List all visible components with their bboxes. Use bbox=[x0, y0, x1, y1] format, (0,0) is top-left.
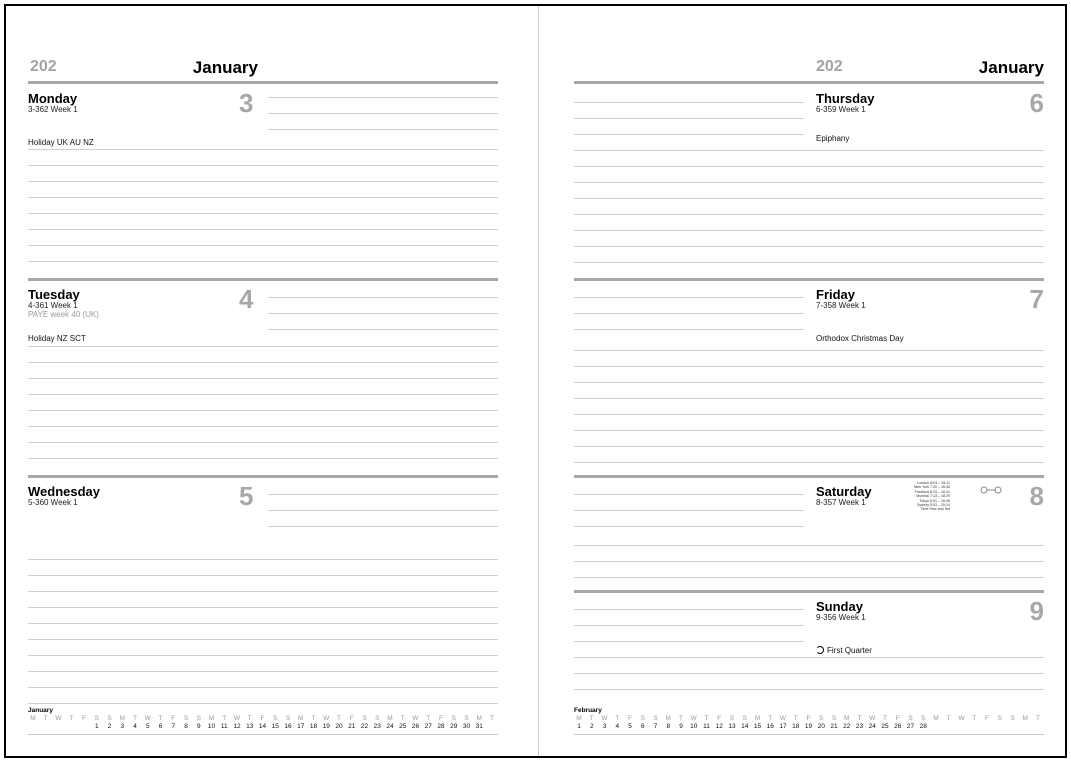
weekday-letter: T bbox=[222, 715, 227, 722]
day-number: 3 bbox=[239, 88, 254, 118]
mini-calendar-rule bbox=[28, 734, 498, 735]
calendar-date[interactable]: 20 bbox=[817, 723, 825, 730]
calendar-date[interactable]: 22 bbox=[360, 723, 369, 730]
calendar-date[interactable]: 21 bbox=[830, 723, 838, 730]
day-name: Sunday bbox=[816, 599, 863, 614]
calendar-date[interactable]: 16 bbox=[284, 723, 292, 730]
weekday-letter: F bbox=[439, 715, 443, 722]
weekday-letter: S bbox=[375, 715, 380, 722]
writing-line[interactable] bbox=[574, 641, 804, 642]
day-name: Monday bbox=[28, 91, 78, 106]
day-number: 5 bbox=[239, 481, 254, 511]
calendar-date[interactable]: 17 bbox=[297, 723, 305, 730]
weekday-letter: S bbox=[107, 715, 112, 722]
weekday-letter: T bbox=[490, 715, 494, 722]
weekday-letter: T bbox=[589, 715, 594, 722]
writing-line[interactable] bbox=[28, 655, 498, 656]
calendar-date[interactable]: 20 bbox=[335, 723, 343, 730]
weekday-letter: S bbox=[729, 715, 735, 722]
day-note: Holiday NZ SCT bbox=[28, 334, 86, 343]
writing-line[interactable] bbox=[268, 297, 498, 298]
writing-line[interactable] bbox=[28, 362, 498, 363]
writing-line[interactable] bbox=[28, 559, 498, 560]
calendar-date[interactable]: 2 bbox=[107, 723, 112, 730]
weekday-letter: W bbox=[958, 715, 965, 722]
writing-line[interactable] bbox=[574, 313, 804, 314]
writing-line[interactable] bbox=[28, 575, 498, 576]
writing-line[interactable] bbox=[28, 229, 498, 230]
page-month: January bbox=[978, 58, 1044, 77]
weekday-letter: S bbox=[997, 715, 1002, 722]
sun-time-row: Mumbai 7:13 – 18:29 bbox=[916, 494, 950, 499]
calendar-date[interactable]: 11 bbox=[220, 723, 228, 730]
calendar-date[interactable]: 17 bbox=[779, 723, 787, 730]
writing-line[interactable] bbox=[28, 591, 498, 592]
writing-line[interactable] bbox=[574, 118, 804, 119]
day-info: 4-361 Week 1 bbox=[28, 301, 78, 310]
calendar-date[interactable]: 19 bbox=[322, 723, 330, 730]
calendar-date[interactable]: 22 bbox=[843, 723, 851, 730]
day-name: Wednesday bbox=[28, 484, 101, 499]
day-divider bbox=[574, 590, 1044, 593]
weekday-letter: T bbox=[946, 715, 951, 722]
calendar-date[interactable]: 15 bbox=[271, 723, 279, 730]
day-info: 5-360 Week 1 bbox=[28, 498, 78, 507]
weekday-letter: F bbox=[349, 715, 354, 722]
calendar-date[interactable]: 6 bbox=[158, 723, 163, 730]
calendar-date[interactable]: 7 bbox=[653, 723, 658, 730]
calendar-date[interactable]: 9 bbox=[679, 723, 683, 730]
mini-calendar-month: February bbox=[574, 707, 602, 714]
day-info: 3-362 Week 1 bbox=[28, 105, 78, 114]
day-extra: PAYE week 40 (UK) bbox=[28, 310, 99, 319]
weekday-letter: T bbox=[43, 715, 48, 722]
weekday-letter: T bbox=[337, 715, 341, 722]
writing-line[interactable] bbox=[28, 346, 498, 347]
writing-line[interactable] bbox=[28, 245, 498, 246]
calendar-date[interactable]: 28 bbox=[437, 723, 445, 730]
calendar-date[interactable]: 3 bbox=[602, 723, 607, 730]
weekday-letter: F bbox=[895, 715, 900, 722]
writing-line[interactable] bbox=[28, 410, 498, 411]
writing-line[interactable] bbox=[28, 149, 498, 150]
weekday-letter: M bbox=[208, 715, 215, 722]
calendar-date[interactable]: 1 bbox=[577, 723, 581, 730]
writing-line[interactable] bbox=[574, 350, 1044, 351]
day-divider bbox=[574, 475, 1044, 478]
weekday-letter: S bbox=[94, 715, 99, 722]
writing-line[interactable] bbox=[28, 213, 498, 214]
day-info: 7-358 Week 1 bbox=[816, 301, 866, 310]
calendar-date[interactable]: 24 bbox=[386, 723, 394, 730]
sun-time-row: London 8:04 – 16:11 bbox=[917, 481, 950, 485]
writing-line[interactable] bbox=[28, 394, 498, 395]
sun-time-row: Time Rise and Set bbox=[920, 507, 950, 512]
weekday-letter: T bbox=[972, 715, 977, 722]
weekday-letter: S bbox=[1010, 715, 1015, 722]
writing-line[interactable] bbox=[28, 458, 498, 459]
day-name: Friday bbox=[816, 287, 856, 302]
day-info: 9-356 Week 1 bbox=[816, 613, 866, 622]
writing-line[interactable] bbox=[28, 165, 498, 166]
weekday-letter: T bbox=[426, 715, 431, 722]
writing-line[interactable] bbox=[28, 378, 498, 379]
weekday-letter: W bbox=[323, 715, 330, 722]
sunrise-sunset-table bbox=[870, 481, 950, 517]
day-info: 8-357 Week 1 bbox=[816, 498, 866, 507]
weekday-letter: M bbox=[576, 715, 582, 722]
weekday-letter: F bbox=[260, 715, 265, 722]
weekday-letter: T bbox=[400, 715, 405, 722]
writing-line[interactable] bbox=[268, 313, 498, 314]
weekday-letter: T bbox=[793, 715, 798, 722]
writing-line[interactable] bbox=[28, 607, 498, 608]
calendar-date[interactable]: 10 bbox=[207, 723, 216, 730]
writing-line[interactable] bbox=[574, 625, 804, 626]
day-block-wednesday bbox=[28, 475, 498, 706]
writing-line[interactable] bbox=[28, 703, 498, 704]
writing-line[interactable] bbox=[268, 129, 498, 130]
weekday-letter: S bbox=[464, 715, 469, 722]
weekday-letter: F bbox=[82, 715, 86, 722]
sun-rise-set-icon bbox=[979, 485, 1003, 495]
weekday-letter: F bbox=[985, 715, 989, 722]
calendar-date[interactable]: 8 bbox=[666, 723, 671, 730]
day-divider bbox=[574, 278, 1044, 281]
page-gutter bbox=[538, 6, 539, 756]
calendar-date[interactable]: 13 bbox=[728, 723, 736, 730]
weekday-letter: S bbox=[921, 715, 926, 722]
weekday-letter: T bbox=[883, 715, 887, 722]
weekday-letter: M bbox=[387, 715, 393, 722]
writing-line[interactable] bbox=[574, 673, 1044, 674]
left-page-header bbox=[28, 54, 498, 80]
calendar-date[interactable]: 14 bbox=[258, 723, 267, 730]
weekday-letter: S bbox=[640, 715, 645, 722]
weekday-letter: T bbox=[247, 715, 252, 722]
weekday-letter: S bbox=[362, 715, 367, 722]
left-page bbox=[28, 6, 498, 756]
weekday-letter: S bbox=[742, 715, 747, 722]
calendar-date[interactable]: 28 bbox=[919, 723, 927, 730]
weekday-letter: F bbox=[717, 715, 722, 722]
weekday-letter: M bbox=[844, 715, 850, 722]
writing-line[interactable] bbox=[574, 446, 1044, 447]
writing-line[interactable] bbox=[268, 526, 498, 527]
day-divider bbox=[28, 278, 498, 281]
calendar-date[interactable]: 6 bbox=[640, 723, 645, 730]
weekday-letter: T bbox=[69, 715, 74, 722]
day-block-saturday bbox=[574, 475, 1044, 590]
writing-line[interactable] bbox=[574, 657, 1044, 658]
moon-phase-label: First Quarter bbox=[827, 646, 872, 655]
writing-line[interactable] bbox=[574, 166, 1044, 167]
weekday-letter: W bbox=[233, 715, 241, 722]
weekday-letter: T bbox=[768, 715, 773, 722]
day-number: 4 bbox=[239, 284, 254, 314]
day-note: Orthodox Christmas Day bbox=[816, 334, 904, 343]
sun-time-row: Sydney 5:53 – 20:14 bbox=[917, 503, 950, 508]
day-note: Holiday UK AU NZ bbox=[28, 138, 94, 147]
calendar-date[interactable]: 18 bbox=[792, 723, 800, 730]
writing-line[interactable] bbox=[28, 671, 498, 672]
writing-line[interactable] bbox=[28, 639, 498, 640]
writing-line[interactable] bbox=[574, 329, 804, 330]
writing-line[interactable] bbox=[574, 230, 1044, 231]
weekday-letter: T bbox=[311, 715, 316, 722]
weekday-letter: T bbox=[158, 715, 163, 722]
calendar-date[interactable]: 26 bbox=[411, 723, 420, 730]
day-number: 9 bbox=[1029, 596, 1044, 626]
weekday-letter: S bbox=[819, 715, 824, 722]
weekday-letter: M bbox=[119, 715, 125, 722]
day-info: 6-359 Week 1 bbox=[816, 105, 866, 114]
writing-line[interactable] bbox=[574, 577, 1044, 578]
weekday-letter: W bbox=[779, 715, 787, 722]
weekday-letter: S bbox=[196, 715, 201, 722]
writing-line[interactable] bbox=[574, 494, 804, 495]
weekday-letter: S bbox=[451, 715, 456, 722]
calendar-date[interactable]: 12 bbox=[233, 723, 241, 730]
writing-line[interactable] bbox=[574, 545, 1044, 546]
weekday-letter: F bbox=[171, 715, 176, 722]
writing-line[interactable] bbox=[574, 102, 804, 103]
calendar-date[interactable]: 13 bbox=[246, 723, 254, 730]
page-year: 202 bbox=[30, 58, 57, 75]
weekday-letter: W bbox=[869, 715, 876, 722]
page-month: January bbox=[192, 58, 258, 77]
writing-line[interactable] bbox=[574, 398, 1044, 399]
day-block-monday bbox=[28, 82, 498, 278]
calendar-date[interactable]: 25 bbox=[881, 723, 889, 730]
mini-calendar-february bbox=[574, 706, 1046, 736]
day-block-sunday bbox=[574, 590, 1044, 706]
weekday-letter: T bbox=[857, 715, 862, 722]
calendar-date[interactable]: 9 bbox=[196, 723, 201, 730]
calendar-date[interactable]: 30 bbox=[462, 723, 471, 730]
writing-line[interactable] bbox=[28, 261, 498, 262]
mini-calendar-rule bbox=[574, 734, 1044, 735]
weekday-letter: T bbox=[704, 715, 709, 722]
sun-time-row: Tokyo 6:51 – 16:46 bbox=[919, 498, 950, 503]
day-name: Tuesday bbox=[28, 287, 80, 302]
weekday-letter: M bbox=[754, 715, 761, 722]
weekday-letter: T bbox=[615, 715, 620, 722]
weekday-letter: M bbox=[665, 715, 671, 722]
day-note: Epiphany bbox=[816, 134, 850, 143]
calendar-date[interactable]: 27 bbox=[424, 723, 432, 730]
weekday-letter: M bbox=[298, 715, 304, 722]
writing-line[interactable] bbox=[574, 366, 1044, 367]
calendar-date[interactable]: 10 bbox=[690, 723, 698, 730]
day-block-friday bbox=[574, 278, 1044, 475]
writing-line[interactable] bbox=[28, 181, 498, 182]
day-divider bbox=[28, 475, 498, 478]
writing-line[interactable] bbox=[28, 426, 498, 427]
calendar-date[interactable]: 7 bbox=[171, 723, 176, 730]
calendar-date[interactable]: 5 bbox=[145, 723, 150, 730]
sun-time-row: New York 7:20 – 16:46 bbox=[913, 485, 950, 490]
weekday-letter: W bbox=[144, 715, 151, 722]
writing-line[interactable] bbox=[574, 526, 804, 527]
calendar-date[interactable]: 19 bbox=[804, 723, 813, 730]
calendar-date[interactable]: 31 bbox=[475, 723, 483, 730]
calendar-date[interactable]: 25 bbox=[399, 723, 407, 730]
writing-line[interactable] bbox=[574, 246, 1044, 247]
writing-line[interactable] bbox=[28, 442, 498, 443]
writing-line[interactable] bbox=[574, 609, 804, 610]
weekday-letter: M bbox=[933, 715, 939, 722]
calendar-date[interactable]: 26 bbox=[894, 723, 902, 730]
writing-line[interactable] bbox=[574, 689, 1044, 690]
calendar-date[interactable]: 18 bbox=[309, 723, 318, 730]
right-page-header bbox=[574, 54, 1044, 80]
calendar-date[interactable]: 4 bbox=[133, 723, 137, 730]
weekday-letter: T bbox=[133, 715, 137, 722]
calendar-date[interactable]: 2 bbox=[589, 723, 594, 730]
weekday-letter: S bbox=[908, 715, 913, 722]
writing-line[interactable] bbox=[574, 262, 1044, 263]
writing-line[interactable] bbox=[28, 687, 498, 688]
mini-calendar-january bbox=[28, 706, 500, 736]
writing-line[interactable] bbox=[574, 462, 1044, 463]
calendar-date[interactable]: 14 bbox=[741, 723, 749, 730]
writing-line[interactable] bbox=[574, 134, 804, 135]
calendar-date[interactable]: 4 bbox=[615, 723, 620, 730]
right-page bbox=[574, 6, 1044, 756]
day-number: 8 bbox=[1029, 481, 1044, 511]
weekday-letter: S bbox=[653, 715, 658, 722]
weekday-letter: S bbox=[831, 715, 837, 722]
calendar-date[interactable]: 15 bbox=[753, 723, 762, 730]
weekday-letter: W bbox=[690, 715, 697, 722]
calendar-date[interactable]: 24 bbox=[868, 723, 876, 730]
mini-calendar-month: January bbox=[28, 707, 53, 714]
weekday-letter: W bbox=[412, 715, 419, 722]
calendar-date[interactable]: 5 bbox=[628, 723, 632, 730]
day-name: Thursday bbox=[816, 91, 875, 106]
writing-line[interactable] bbox=[268, 494, 498, 495]
writing-line[interactable] bbox=[574, 150, 1044, 151]
calendar-date[interactable]: 23 bbox=[855, 723, 864, 730]
day-number: 7 bbox=[1029, 284, 1044, 314]
weekday-letter: T bbox=[679, 715, 683, 722]
writing-line[interactable] bbox=[574, 382, 1044, 383]
writing-line[interactable] bbox=[268, 113, 498, 114]
calendar-date[interactable]: 1 bbox=[94, 723, 99, 730]
sun-time-row: Frankfurt 8:23 – 16:41 bbox=[914, 489, 950, 494]
weekday-letter: M bbox=[30, 715, 36, 722]
day-block-tuesday bbox=[28, 278, 498, 475]
calendar-date[interactable]: 8 bbox=[184, 723, 188, 730]
page-year: 202 bbox=[816, 58, 843, 75]
weekday-letter: W bbox=[55, 715, 62, 722]
writing-line[interactable] bbox=[268, 97, 498, 98]
day-block-thursday bbox=[574, 82, 1044, 278]
writing-line[interactable] bbox=[574, 182, 1044, 183]
writing-line[interactable] bbox=[268, 329, 498, 330]
calendar-date[interactable]: 11 bbox=[703, 723, 710, 730]
weekday-letter: T bbox=[1036, 715, 1040, 722]
writing-line[interactable] bbox=[574, 214, 1044, 215]
calendar-date[interactable]: 29 bbox=[450, 723, 458, 730]
writing-line[interactable] bbox=[574, 414, 1044, 415]
day-note bbox=[816, 646, 872, 655]
weekday-letter: W bbox=[601, 715, 608, 722]
day-name: Saturday bbox=[816, 484, 872, 499]
writing-line[interactable] bbox=[28, 197, 498, 198]
diary-spread bbox=[4, 4, 1067, 758]
weekday-letter: S bbox=[285, 715, 291, 722]
day-number: 6 bbox=[1029, 88, 1044, 118]
writing-line[interactable] bbox=[268, 510, 498, 511]
calendar-date[interactable]: 16 bbox=[766, 723, 774, 730]
weekday-letter: S bbox=[183, 715, 189, 722]
calendar-date[interactable]: 27 bbox=[906, 723, 915, 730]
calendar-date[interactable]: 3 bbox=[120, 723, 125, 730]
weekday-letter: S bbox=[273, 715, 278, 722]
writing-line[interactable] bbox=[574, 297, 804, 298]
weekday-letter: F bbox=[628, 715, 632, 722]
writing-line[interactable] bbox=[574, 430, 1044, 431]
first-quarter-moon-icon bbox=[816, 646, 824, 654]
calendar-date[interactable]: 21 bbox=[348, 723, 356, 730]
writing-line[interactable] bbox=[28, 623, 498, 624]
weekday-letter: M bbox=[476, 715, 482, 722]
writing-line[interactable] bbox=[574, 561, 1044, 562]
weekday-letter: F bbox=[806, 715, 811, 722]
calendar-date[interactable]: 12 bbox=[715, 723, 723, 730]
writing-line[interactable] bbox=[574, 198, 1044, 199]
weekday-letter: M bbox=[1022, 715, 1028, 722]
writing-line[interactable] bbox=[574, 510, 804, 511]
calendar-date[interactable]: 23 bbox=[373, 723, 381, 730]
